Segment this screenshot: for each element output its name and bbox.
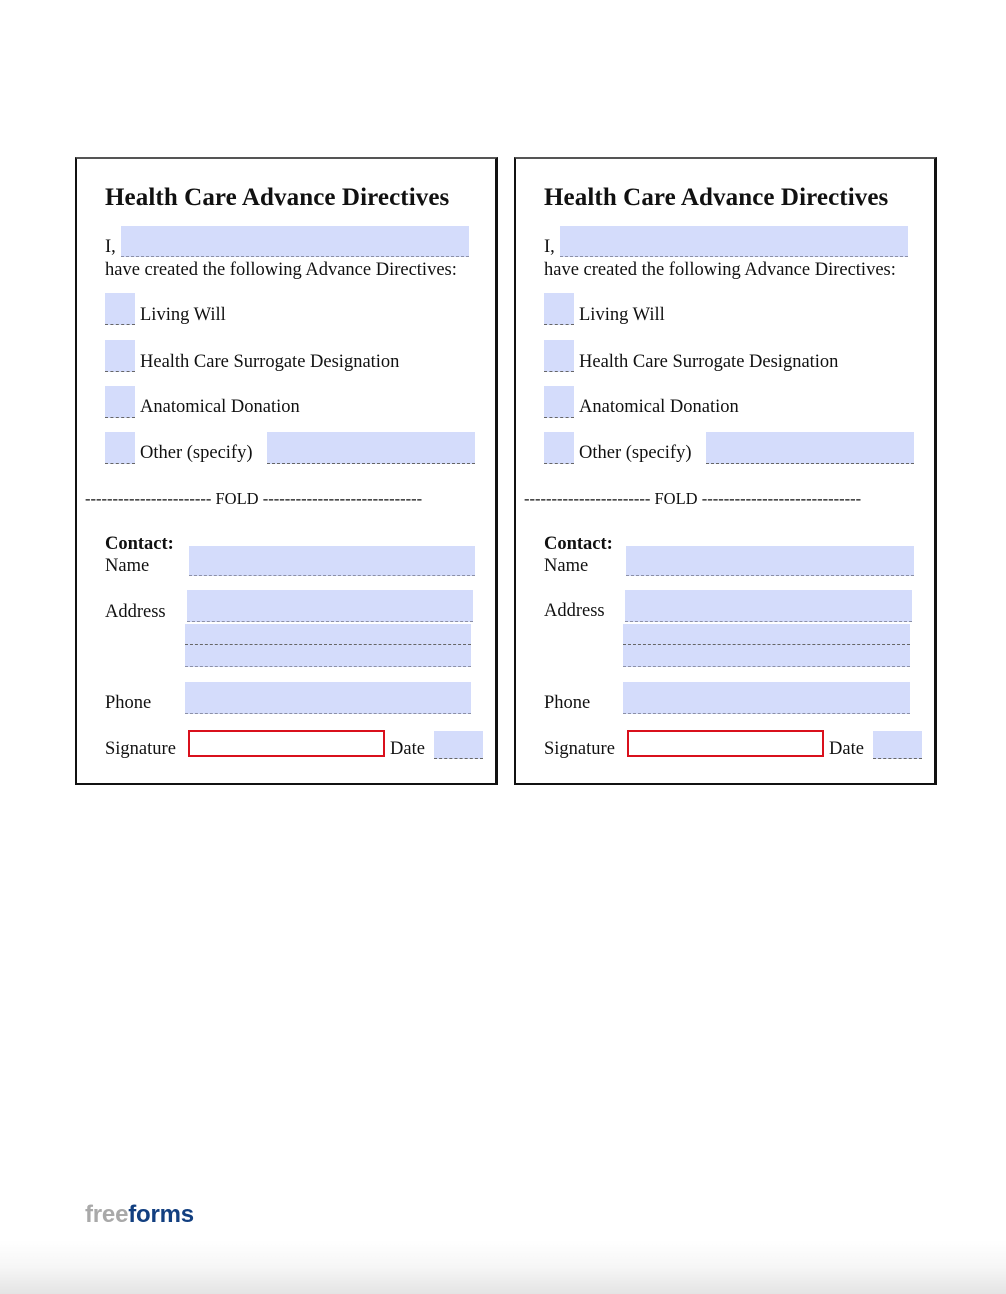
card-title: Health Care Advance Directives: [544, 184, 889, 211]
option-label-surrogate-designation: Health Care Surrogate Designation: [140, 352, 400, 372]
other-specify-field[interactable]: [267, 432, 475, 464]
address-line-3-field[interactable]: [185, 645, 471, 667]
declarant-name-field[interactable]: [560, 226, 908, 257]
address-line-1-field[interactable]: [625, 590, 912, 622]
intro-text: have created the following Advance Directives:: [105, 260, 457, 280]
signature-field[interactable]: [188, 730, 385, 757]
phone-label: Phone: [105, 693, 152, 713]
address-line-2-field[interactable]: [623, 624, 910, 645]
i-label: I,: [544, 237, 555, 257]
logo-free-text: free: [85, 1201, 129, 1228]
date-label: Date: [390, 739, 425, 759]
option-label-living-will: Living Will: [140, 305, 226, 325]
address-line-1-field[interactable]: [187, 590, 473, 622]
contact-heading: Contact:: [544, 534, 613, 554]
phone-field[interactable]: [623, 682, 910, 714]
intro-text: have created the following Advance Directives:: [544, 260, 896, 280]
address-line-3-field[interactable]: [623, 645, 910, 667]
checkbox-other[interactable]: [544, 432, 574, 464]
contact-heading: Contact:: [105, 534, 174, 554]
logo-forms-text: forms: [128, 1201, 194, 1228]
option-label-other: Other (specify): [140, 443, 253, 463]
option-label-surrogate-designation: Health Care Surrogate Designation: [579, 352, 839, 372]
directive-card-left: [75, 157, 498, 785]
option-label-living-will: Living Will: [579, 305, 665, 325]
phone-label: Phone: [544, 693, 591, 713]
directive-card-right: [514, 157, 937, 785]
page-bottom-shadow: [0, 1240, 1006, 1294]
card-title: Health Care Advance Directives: [105, 184, 450, 211]
option-label-anatomical-donation: Anatomical Donation: [579, 397, 739, 417]
contact-name-label: Name: [544, 556, 589, 576]
date-label: Date: [829, 739, 864, 759]
address-line-2-field[interactable]: [185, 624, 471, 645]
option-label-other: Other (specify): [579, 443, 692, 463]
checkbox-surrogate-designation[interactable]: [544, 340, 574, 372]
contact-name-field[interactable]: [626, 546, 914, 576]
fold-line: ----------------------- FOLD -----------------------------: [524, 489, 862, 508]
signature-field[interactable]: [627, 730, 824, 757]
signature-label: Signature: [544, 739, 615, 759]
checkbox-living-will[interactable]: [105, 293, 135, 325]
other-specify-field[interactable]: [706, 432, 914, 464]
fold-line: ----------------------- FOLD -----------------------------: [85, 489, 423, 508]
phone-field[interactable]: [185, 682, 471, 714]
checkbox-anatomical-donation[interactable]: [544, 386, 574, 418]
signature-label: Signature: [105, 739, 176, 759]
address-label: Address: [544, 601, 605, 621]
i-label: I,: [105, 237, 116, 257]
checkbox-surrogate-designation[interactable]: [105, 340, 135, 372]
checkbox-anatomical-donation[interactable]: [105, 386, 135, 418]
checkbox-other[interactable]: [105, 432, 135, 464]
checkbox-living-will[interactable]: [544, 293, 574, 325]
contact-name-field[interactable]: [189, 546, 475, 576]
date-field[interactable]: [873, 731, 922, 759]
declarant-name-field[interactable]: [121, 226, 469, 257]
contact-name-label: Name: [105, 556, 150, 576]
freeforms-logo: [85, 1201, 194, 1229]
option-label-anatomical-donation: Anatomical Donation: [140, 397, 300, 417]
address-label: Address: [105, 602, 166, 622]
date-field[interactable]: [434, 731, 483, 759]
